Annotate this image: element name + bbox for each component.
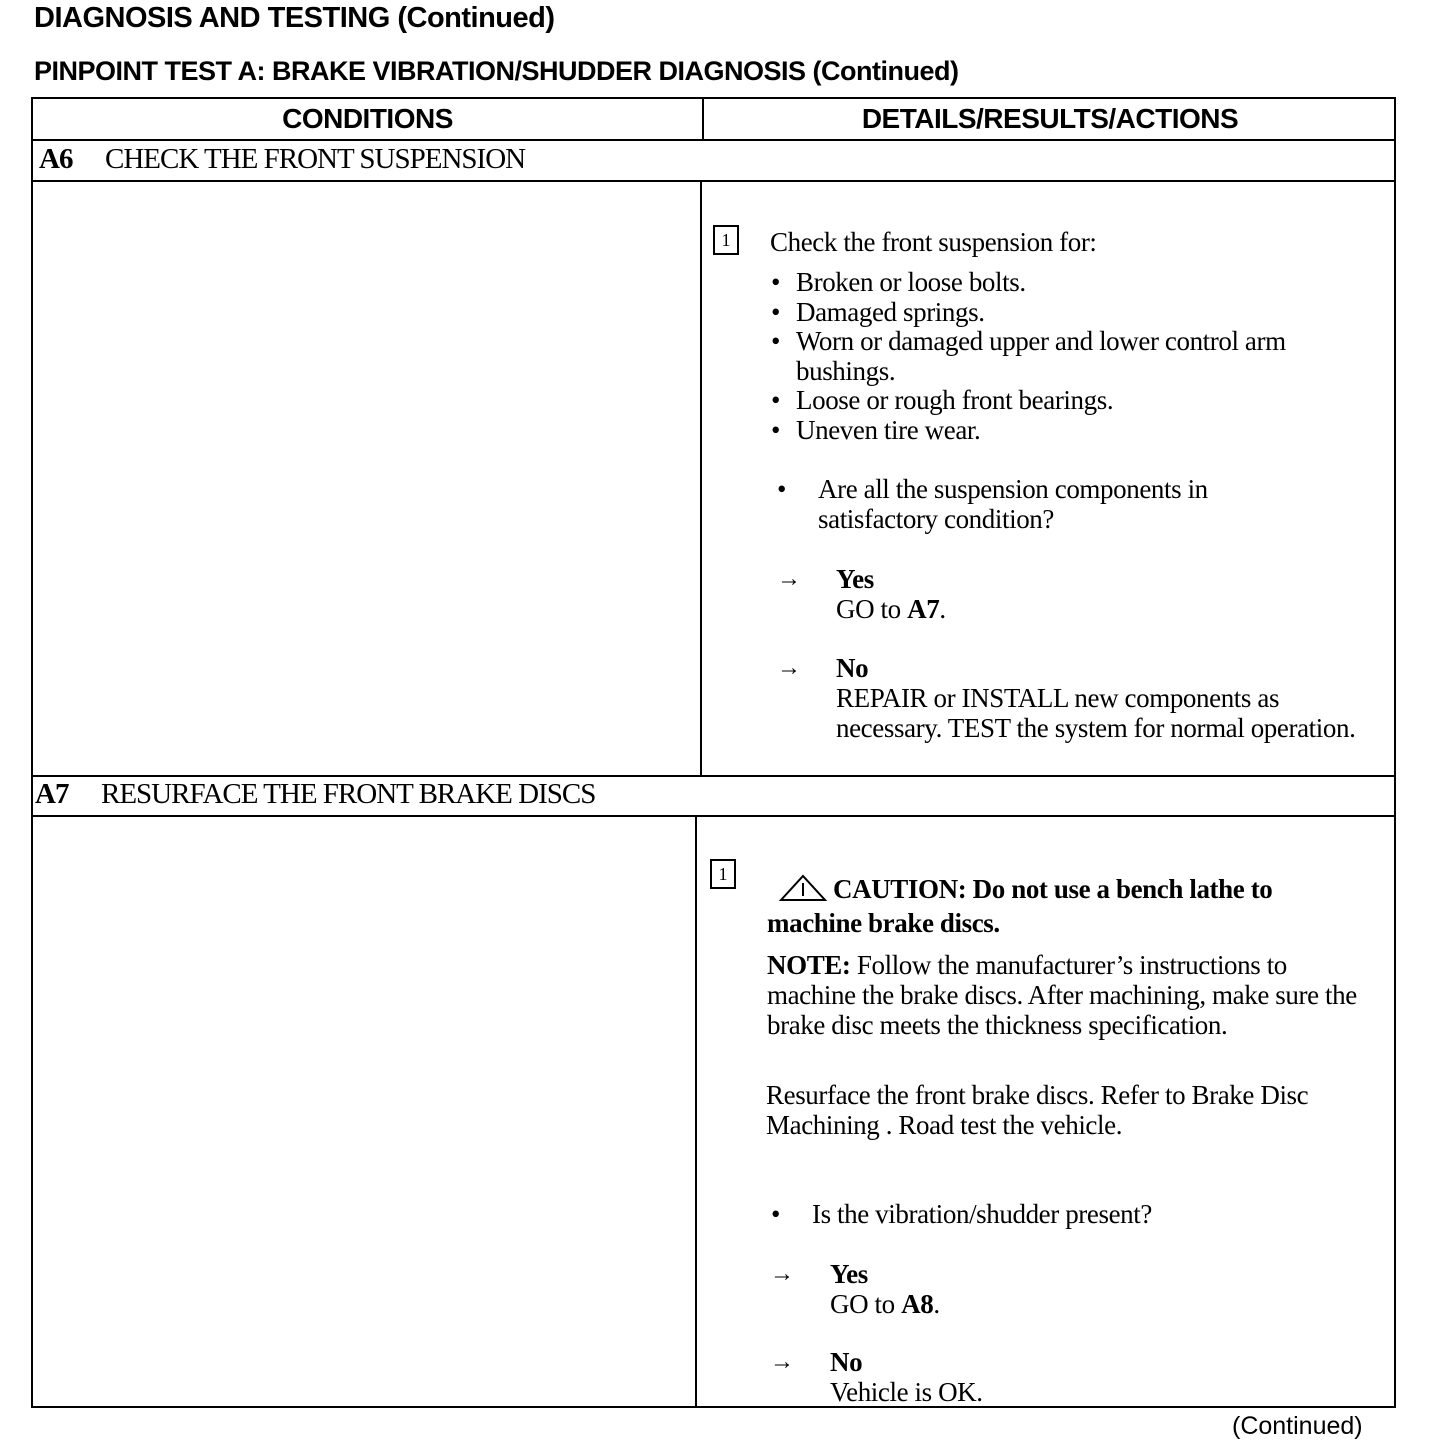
column-divider xyxy=(700,181,702,775)
caution-label: CAUTION: xyxy=(833,874,967,904)
substep-number-box: 1 xyxy=(713,225,739,255)
step-a7-top-divider xyxy=(33,775,1394,777)
arrow-icon: → xyxy=(777,655,801,681)
step-a6-heading xyxy=(39,143,525,176)
bullet-icon: • xyxy=(777,474,787,504)
result-yes xyxy=(836,564,1376,624)
col-details-heading: DETAILS/RESULTS/ACTIONS xyxy=(861,103,1239,134)
note-block xyxy=(767,950,1377,1040)
arrow-icon: → xyxy=(770,1349,794,1375)
result-no xyxy=(836,653,1366,743)
substep-number-box: 1 xyxy=(710,859,736,889)
arrow-icon: → xyxy=(777,566,801,592)
punctuation: . xyxy=(933,1289,940,1319)
bullet-icon: • xyxy=(771,415,781,445)
step-a6-question: Are all the suspension components in satisfactory condition? xyxy=(818,474,1208,534)
result-yes-label: Yes xyxy=(830,1259,868,1289)
note-text: Follow the manufacturer’s instructions to machine the brake discs. After machining, make sure the brake disc meets the thickness specification. xyxy=(767,950,1357,1040)
step-title: CHECK THE FRONT SUSPENSION xyxy=(105,143,526,175)
checklist-item: Loose or rough front bearings. xyxy=(796,385,1114,415)
step-a7-question: Is the vibration/shudder present? xyxy=(812,1199,1152,1229)
test-title: PINPOINT TEST A: BRAKE VIBRATION/SHUDDER DIAGNOSIS (Continued) xyxy=(34,56,959,86)
step-a7-heading xyxy=(35,778,595,811)
bullet-icon: • xyxy=(771,326,781,356)
arrow-icon: → xyxy=(770,1261,794,1287)
caution-block xyxy=(767,874,1367,938)
step-id: A7 xyxy=(35,778,69,810)
checklist-item: Damaged springs. xyxy=(796,297,985,327)
col-conditions-heading: CONDITIONS xyxy=(282,103,453,134)
result-yes-label: Yes xyxy=(836,564,874,594)
checklist-item: Worn or damaged upper and lower control arm bushings. xyxy=(796,326,1286,386)
result-yes-action: GO to xyxy=(836,594,908,624)
result-no-action: REPAIR or INSTALL new components as necessary. TEST the system for normal operation. xyxy=(836,683,1356,743)
step-a7-instruction: Resurface the front brake discs. Refer to Brake Disc Machining . Road test the vehicle. xyxy=(766,1080,1309,1140)
column-divider xyxy=(695,816,697,1408)
caution-text: Do not use a bench lathe to machine brake discs. xyxy=(767,874,1273,938)
step-reference: A7 xyxy=(907,594,940,624)
result-yes-action: GO to xyxy=(830,1289,902,1319)
bullet-icon: • xyxy=(771,1199,781,1229)
note-label: NOTE: xyxy=(767,950,851,980)
result-yes xyxy=(830,1259,1350,1319)
section-heading: DIAGNOSIS AND TESTING (Continued) xyxy=(34,2,555,34)
bullet-icon: • xyxy=(771,267,781,297)
step-title: RESURFACE THE FRONT BRAKE DISCS xyxy=(101,778,596,810)
checklist-item: Broken or loose bolts. xyxy=(796,267,1026,297)
punctuation: . xyxy=(939,594,946,624)
bullet-icon: • xyxy=(771,385,781,415)
result-no-label: No xyxy=(830,1347,863,1377)
step-a7-divider xyxy=(33,815,1394,817)
bullet-icon: • xyxy=(771,297,781,327)
result-no-label: No xyxy=(836,653,869,683)
step-id: A6 xyxy=(39,143,73,175)
step-a6-intro: Check the front suspension for: xyxy=(770,227,1097,257)
checklist-item: Uneven tire wear. xyxy=(796,415,981,445)
header-divider xyxy=(33,139,1394,141)
pinpoint-test-table xyxy=(31,97,1396,1408)
result-no-action: Vehicle is OK. xyxy=(830,1377,983,1407)
step-a6-divider xyxy=(33,180,1394,182)
warning-triangle-icon xyxy=(777,874,833,908)
result-no xyxy=(830,1347,1350,1407)
step-reference: A8 xyxy=(901,1289,934,1319)
continued-footer: (Continued) xyxy=(1232,1412,1363,1440)
